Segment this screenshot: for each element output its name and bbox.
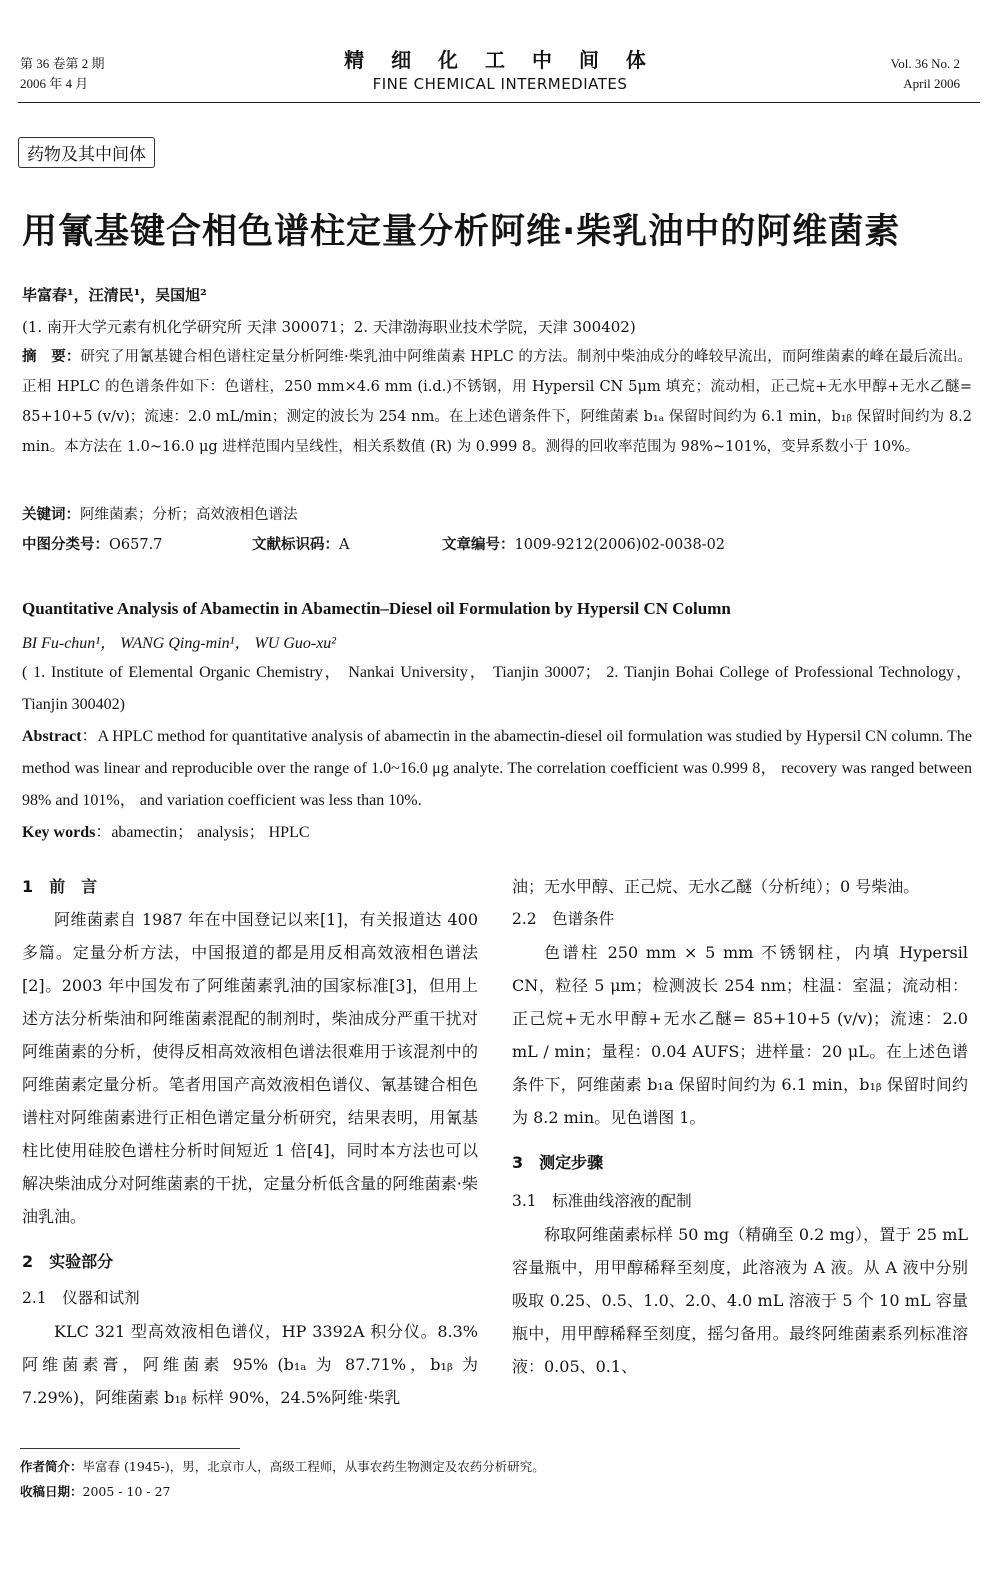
body-paragraph: 色谱柱 250 mm × 5 mm 不锈钢柱，内填 Hypersil CN，粒径 5 μm；检测波长 254 nm；柱温：室温；流动相：正己烷+无水甲醇+无水乙醚= 85+10+5 (v/v)；流速：2.0 mL / min；量程：0.04 AUFS；进样量：20 μL。在上述色谱条件下，阿维菌素 b₁a 保留时间约为 6.1 min，b₁ᵦ 保留时间约为 8.2 min。见色谱图 1。 <box>512 943 968 1127</box>
english-keywords-text: ：abamectin； analysis； HPLC <box>95 824 310 841</box>
keywords-label: 关键词： <box>22 507 80 523</box>
english-abstract-text: ：A HPLC method for quantitative analysis of abamectin in the abamectin-diesel oil formulation was studied by Hypersil CN column. The method was linear and reproducible over the range of 1.0~16.0 μg analyte. The correlation coefficient was 0.999 8， recovery was ranged between 98% and 101%， and variation coefficient was less than 10%. <box>22 728 972 809</box>
journal-name-cn: 精 细 化 工 中 间 体 <box>344 48 656 72</box>
keywords-cn <box>22 503 298 524</box>
body-column-left <box>22 870 478 1414</box>
english-abstract-label: Abstract <box>22 728 82 745</box>
page-title: 用氰基键合相色谱柱定量分析阿维·柴乳油中的阿维菌素 <box>22 212 901 252</box>
author-bio <box>20 1457 545 1475</box>
subsection-heading-3-1: 3.1 标准曲线溶液的配制 <box>512 1192 692 1210</box>
volume-issue-en: Vol. 36 No. 2 <box>890 56 960 71</box>
doc-code-label: 文献标识码： <box>252 537 339 553</box>
section-heading-2: 2 实验部分 <box>22 1252 114 1271</box>
article-number-label: 文章编号： <box>442 537 515 553</box>
english-abstract <box>22 721 972 817</box>
body-paragraph: KLC 321 型高效液相色谱仪，HP 3392A 积分仪。8.3%阿维菌素膏，阿维菌素 95% (b₁ₐ 为 87.71%，b₁ᵦ 为 7.29%)，阿维菌素 b₁ᵦ 标样 90%，24.5%阿维·柴乳 <box>22 1322 478 1407</box>
abstract-cn <box>22 342 972 462</box>
english-keywords <box>22 817 972 849</box>
author-bio-label: 作者简介： <box>20 1459 83 1474</box>
body-paragraph: 油；无水甲醇、正己烷、无水乙醚（分析纯）；0 号柴油。 <box>512 877 920 896</box>
section-tag: 药物及其中间体 <box>18 137 155 168</box>
affiliation: (1. 南开大学元素有机化学研究所 天津 300071；2. 天津渤海职业技术学院，天津 300402) <box>22 318 636 336</box>
footnote-divider <box>20 1448 240 1449</box>
issue-date-en: April 2006 <box>903 76 960 91</box>
clc-label: 中图分类号： <box>22 537 109 553</box>
keywords-text: 阿维菌素；分析；高效液相色谱法 <box>80 507 298 523</box>
subsection-heading-2-1: 2.1 仪器和试剂 <box>22 1289 140 1307</box>
clc-value: O657.7 <box>109 537 163 553</box>
classification-line <box>22 533 972 554</box>
issue-date: 2006 年 4 月 <box>20 76 89 91</box>
author-bio-text: 毕富春 (1945-)，男，北京市人，高级工程师，从事农药生物测定及农药分析研究。 <box>82 1459 545 1474</box>
section-heading-1: 1 前 言 <box>22 877 98 896</box>
volume-issue: 第 36 卷第 2 期 <box>20 56 105 71</box>
received-date-text: 2005 - 10 - 27 <box>82 1484 171 1499</box>
body-paragraph: 阿维菌素自 1987 年在中国登记以来[1]，有关报道达 400 多篇。定量分析方法，中国报道的都是用反相高效液相色谱法[2]。2003 年中国发布了阿维菌素乳油的国家标准[3]，但用上述方法分析柴油和阿维菌素混配的制剂时，柴油成分严重干扰对阿维菌素的分析，使得反相高效液相色谱法很难用于该混剂中的阿维菌素定量分析。笔者用国产高效液相色谱仪、氰基键合相色谱柱对阿维菌素进行正相色谱定量分析研究，结果表明，用氰基柱比使用硅胶色谱柱分析时间短近 1 倍[4]，同时本方法也可以解决柴油成分对阿维菌素的干扰，定量分析低含量的阿维菌素·柴油乳油。 <box>22 910 478 1226</box>
english-keywords-label: Key words <box>22 824 96 841</box>
received-date <box>20 1482 170 1500</box>
section-heading-3: 3 测定步骤 <box>512 1153 604 1172</box>
english-authors: BI Fu-chun¹， WANG Qing-min¹， WU Guo-xu² <box>22 635 337 652</box>
body-column-right <box>512 870 968 1383</box>
journal-name <box>0 44 1000 93</box>
article-number-value: 1009-9212(2006)02-0038-02 <box>514 537 726 553</box>
journal-volume-info-en <box>891 54 960 94</box>
received-date-label: 收稿日期： <box>20 1484 83 1499</box>
body-paragraph: 称取阿维菌素标样 50 mg（精确至 0.2 mg），置于 25 mL 容量瓶中，用甲醇稀释至刻度，此溶液为 A 液。从 A 液中分别吸取 0.25、0.5、1.0、2.0、4.0 mL 溶液于 5 个 10 mL 容量瓶中，用甲醇稀释至刻度，摇匀备用。最终阿维菌素系列标准溶液：0.05、0.1、 <box>512 1225 968 1376</box>
subsection-heading-2-2: 2.2 色谱条件 <box>512 910 615 928</box>
authors: 毕富春¹，汪清民¹，吴国旭² <box>22 286 207 304</box>
abstract-label: 摘 要： <box>22 349 81 365</box>
english-affiliation: ( 1. Institute of Elemental Organic Chemistry， Nankai University， Tianjin 30007； 2. Tianjin Bohai College of Professional Technology， Tianjin 300402) <box>22 664 972 713</box>
abstract-text: 研究了用氰基键合相色谱柱定量分析阿维·柴乳油中阿维菌素 HPLC 的方法。制剂中柴油成分的峰较早流出，而阿维菌素的峰在最后流出。正相 HPLC 的色谱条件如下：色谱柱，250 mm×4.6 mm (i.d.)不锈钢，用 Hypersil CN 5μm 填充；流动相，正己烷+无水甲醇+无水乙醚= 85+10+5 (v/v)；流速：2.0 mL/min；测定的波长为 254 nm。在上述色谱条件下，阿维菌素 b₁ₐ 保留时间约为 6.1 min，b₁ᵦ 保留时间约为 8.2 min。本方法在 1.0~16.0 μg 进样范围内呈线性，相关系数值 (R) 为 0.999 8。测得的回收率范围为 98%~101%，变异系数小于 10%。 <box>22 349 972 455</box>
journal-name-en: FINE CHEMICAL INTERMEDIATES <box>372 75 628 93</box>
english-title: Quantitative Analysis of Abamectin in Abamectin–Diesel oil Formulation by Hypersil CN Column <box>22 599 731 618</box>
header-divider <box>18 102 980 103</box>
doc-code-value: A <box>339 537 350 553</box>
